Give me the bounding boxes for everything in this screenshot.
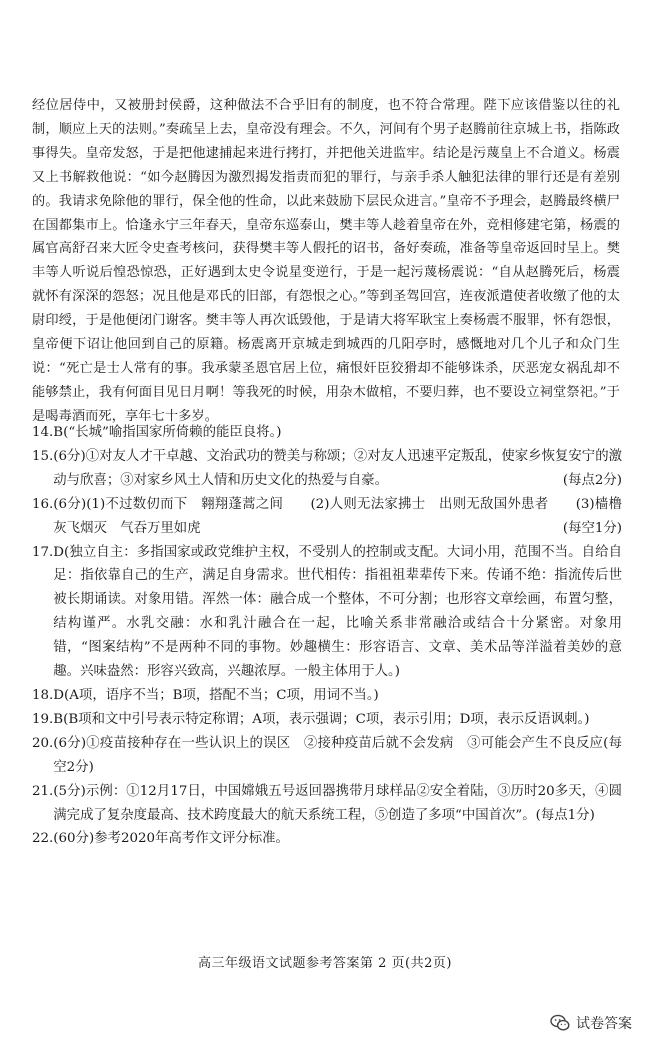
answer-number: 18. — [32, 687, 54, 703]
answer-text: B(“长城”喻指国家所倚赖的能臣良将。) — [53, 425, 282, 440]
answer-number: 17. — [32, 544, 54, 560]
page-footer: 高三年级语文试题参考答案第 2 页(共2页) — [198, 956, 452, 971]
answer-text: B(B项和文中引号表示特定称谓；A项，表示强调；C项，表示引用；D项，表示反语讽刺。) — [53, 711, 590, 727]
answer-item-14 — [32, 421, 622, 445]
watermark-text: 试卷答案 — [576, 1016, 632, 1032]
answer-text: (5分)示例：①12月17日，中国嫦娥五号返回器携带月球样品②安全着陆，③历时20多天，④圆满完成了复杂度最高、技术跨度最大的航天系统工程，⑤创造了多项“中国首次”。(每点1分) — [53, 783, 622, 823]
answer-text: (60分)参考2020年高考作文评分标准。 — [53, 831, 289, 847]
answer-number: 19. — [32, 711, 54, 727]
answer-item-20 — [32, 732, 622, 780]
answer-text: (6分)①对友人才干卓越、文治武功的赞美与称颂；②对友人迅速平定叛乱，使家乡恢复安宁的激动与欣喜；③对家乡风土人情和历史文化的热爱与自豪。 (每点2分) — [53, 445, 622, 493]
answer-number: 22. — [32, 831, 54, 847]
watermark — [550, 1013, 632, 1033]
answer-number: 14. — [32, 425, 54, 440]
scoring-note: (每空1分) — [562, 520, 622, 536]
answer-number: 16. — [32, 496, 54, 512]
answer-number: 21. — [32, 783, 54, 799]
wechat-icon — [550, 1014, 570, 1032]
answer-item-22 — [32, 827, 622, 851]
answer-item-19 — [32, 708, 622, 732]
answer-number: 15. — [32, 448, 54, 464]
answer-text: (6分)(1)不过数仞而下 翱翔蓬蒿之间 (2)人则无法家拂士 出则无敌国外患者 (3)樯橹灰飞烟灭 气吞万里如虎 (每空1分) — [53, 493, 622, 541]
answer-list — [32, 421, 622, 851]
answer-number: 20. — [32, 735, 54, 751]
translation-passage: 经位居侍中，又被册封侯爵，这种做法不合乎旧有的制度，也不符合常理。陛下应该借鉴以往的礼制，顺应上天的法则。”奏疏呈上去，皇帝没有理会。不久，河间有个男子赵腾前往京城上书，指陈政事得失。皇帝发怒，于是把他逮捕起来进行拷打，并把他关进监牢。结论是污蔑皇上不合道义。杨震又上书解救他说：“如今赵腾因为激烈揭发指责而犯的罪行，与亲手杀人触犯法律的罪行还是有差别的。我请求免除他的罪行，保全他的性命，以此来鼓励下层民众进言。”皇帝不予理会，赵腾最终横尸在国都集市上。恰逢永宁三年春天，皇帝东巡泰山，樊丰等人趁着皇帝在外，竞相修建宅第，杨震的属官高舒召来大匠令史查考核问，获得樊丰等人假托的诏书，备好奏疏，准备等皇帝返回时呈上。樊丰等人听说后惶恐惊恐，正好遇到太史令说星变逆行，于是一起污蔑杨震说：“自从赵腾死后，杨震就怀有深深的怨怒；况且他是邓氏的旧部，有怨恨之心。”等到圣驾回宫，连夜派遣使者收缴了他的太尉印绶，于是他便闭门谢客。樊丰等人再次诋毁他，于是请大将军耿宝上奏杨震不服罪，怀有怨恨，皇帝便下诏让他回到自己的原籍。杨震离开京城走到城西的几阳亭时，感慨地对几个儿子和众门生说：“死亡是士人常有的事。我承蒙圣恩官居上位，痛恨奸臣狡猾却不能够诛杀，厌恶宠女祸乱却不能够禁止，我有何面目见日月啊！等我死的时候，用杂木做棺，不要归葬，也不要设立祠堂祭祀。”于是喝毒酒而死，享年七十多岁。 — [32, 98, 620, 424]
answer-text: (6分)①疫苗接种存在一些认识上的误区 ②接种疫苗后就不会发病 ③可能会产生不良反应(每空2分) — [53, 735, 622, 775]
answer-item-16 — [32, 493, 622, 541]
answer-text: D(A项，语序不当；B项，搭配不当；C项，用词不当。) — [53, 687, 379, 703]
answer-text: D(独立自主：多指国家或政党维护主权，不受别人的控制或支配。大词小用，范围不当。自给自足：指依靠自己的生产，满足自身需求。世代相传：指祖祖辈辈传下来。传诵不绝：指流传后世被长期诵读。对象用错。浑然一体：融合成一个整体，不可分割；也形容文章绘画，布置匀整，结构谨严。水乳交融：水和乳汁融合在一起，比喻关系非常融洽或结合十分紧密。对象用错，“图案结构”不是两种不同的事物。妙趣横生：形容语言、文章、美术品等洋溢着美妙的意趣。兴味盎然：形容兴致高，兴趣浓厚。一般主体用于人。) — [53, 544, 622, 680]
answer-item-15 — [32, 445, 622, 493]
answer-item-18 — [32, 684, 622, 708]
answer-item-17 — [32, 541, 622, 684]
answer-item-21 — [32, 780, 622, 828]
scoring-note: (每点2分) — [562, 472, 622, 488]
